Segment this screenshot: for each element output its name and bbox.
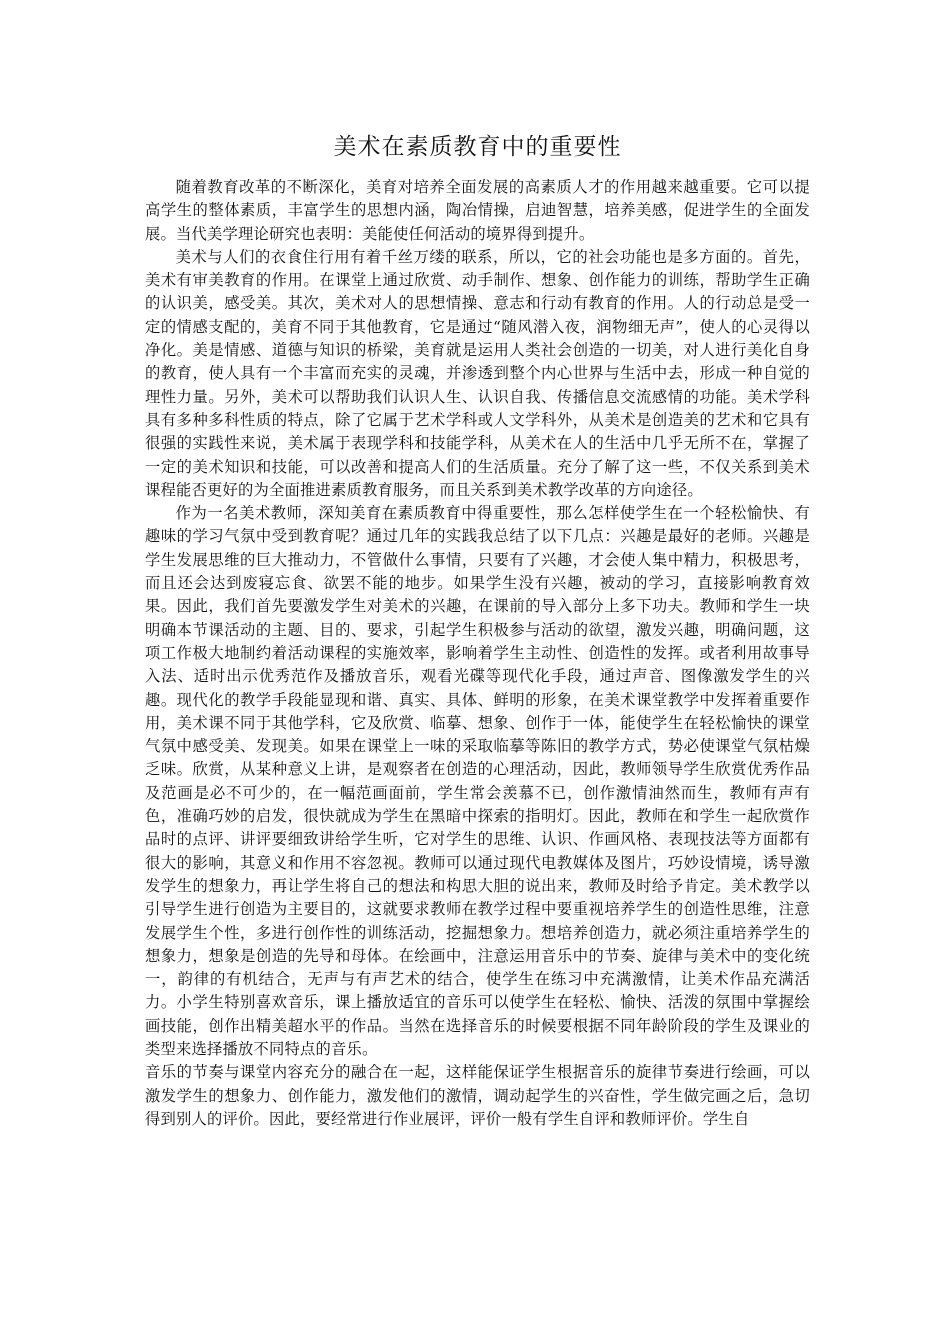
paragraph-teaching-practice: 作为一名美术教师，深知美育在素质教育中得重要性，那么怎样使学生在一个轻松愉快、有趣味的学习气氛中受到教育呢？通过几年的实践我总结了以下几点：兴趣是最好的老师。兴趣是学生发展思维的巨大推动力，不管做什么事情，只要有了兴趣，才会使人集中精力，积极思考，而且还会达到废寝忘食、欲罢不能的地步。如果学生没有兴趣，被动的学习，直接影响教育效果。因此，我们首先要激发学生对美术的兴趣，在课前的导入部分上多下功夫。教师和学生一块明确本节课活动的主题、目的、要求，引起学生积极参与活动的欲望，激发兴趣，明确问题，这项工作极大地制约着活动课程的实施效率，影响着学生主动性、创造性的发挥。或者利用故事导入法、适时出示优秀范作及播放音乐，观看光碟等现代化手段，通过声音、图像激发学生的兴趣。现代化的教学手段能显现和谐、真实、具体、鲜明的形象，在美术课堂教学中发挥着重要作用，美术课不同于其他学科，它及欣赏、临摹、想象、创作于一体，能使学生在轻松愉快的课堂气氛中感受美、发现美。如果在课堂上一味的采取临摹等陈旧的教学方式，势必使课堂气氛枯燥乏味。欣赏，从某种意义上讲，是观察者在创造的心理活动，因此，教师领导学生欣赏优秀作品及范画是必不可少的，在一幅范画面前，学生常会羡慕不已，创作激情油然而生，教师有声有色，准确巧妙的启发，很快就成为学生在黑暗中探索的指明灯。因此，教师在和学生一起欣赏作品时的点评、讲评要细致讲给学生听，它对学生的思维、认识、作画风格、表现技法等方面都有很大的影响，其意义和作用不容忽视。教师可以通过现代电教媒体及图片，巧妙设情境，诱导激发学生的想象力，再让学生将自己的想法和构思大胆的说出来，教师及时给予肯定。美术教学以引导学生进行创造为主要目的，这就要求教师在教学过程中要重视培养学生的创造性思维，注意发展学生个性，多进行创作性的训练活动，挖掘想象力。想培养创造力，就必须注重培养学生的想象力，想象是创造的先导和母体。在绘画中，注意运用音乐中的节奏、旋律与美术中的变化统一，韵律的有机结合，无声与有声艺术的结合，使学生在练习中充满激情，让美术作品充满活力。小学生特别喜欢音乐，课上播放适宜的音乐可以使学生在轻松、愉快、活泼的氛围中掌握绘画技能，创作出精美超水平的作品。当然在选择音乐的时候要根据不同年龄阶段的学生及课业的类型来选择播放不同特点的音乐。 [145,504,810,1058]
document-title: 美术在素质教育中的重要性 [333,134,622,160]
paragraph-social-function: 美术与人们的衣食住行用有着千丝万缕的联系，所以，它的社会功能也是多方面的。首先，美术有审美教育的作用。在课堂上通过欣赏、动手制作、想象、创作能力的训练，帮助学生正确的认识美，感受美。其次，美术对人的思想情操、意志和行动有教育的作用。人的行动总是受一定的情感支配的，美育不同于其他教育，它是通过“随风潜入夜，润物细无声”，使人的心灵得以净化。美是情感、道德与知识的桥梁，美育就是运用人类社会创造的一切美，对人进行美化自身的教育，使人具有一个丰富而充实的灵魂，并渗透到整个内心世界与生活中去，形成一种自觉的理性力量。另外，美术可以帮助我们认识人生、认识自我、传播信息交流感情的功能。美术学科具有多种多科性质的特点，除了它属于艺术学科或人文学科外，从美术是创造美的艺术和它具有很强的实践性来说，美术属于表现学科和技能学科，从美术在人的生活中几乎无所不在，掌握了一定的美术知识和技能，可以改善和提高人们的生活质量。充分了解了这一些，不仅关系到美术课程能否更好的为全面推进素质教育服务，而且关系到美术教学改革的方向途径。 [145,247,810,499]
document-body [145,176,810,1131]
paragraph-music-rhythm: 音乐的节奏与课堂内容充分的融合在一起，这样能保证学生根据音乐的旋律节奏进行绘画，可以激发学生的想象力、创作能力，激发他们的激情，调动起学生的兴奋性，学生做完画之后，急切得到别人的评价。因此，要经常进行作业展评，评价一般有学生自评和教师评价。学生自 [145,1063,810,1128]
paragraph-intro: 随着教育改革的不断深化，美育对培养全面发展的高素质人才的作用越来越重要。它可以提高学生的整体素质，丰富学生的思想内涵，陶冶情操，启迪智慧，培养美感，促进学生的全面发展。当代美学理论研究也表明：美能使任何活动的境界得到提升。 [145,178,810,243]
